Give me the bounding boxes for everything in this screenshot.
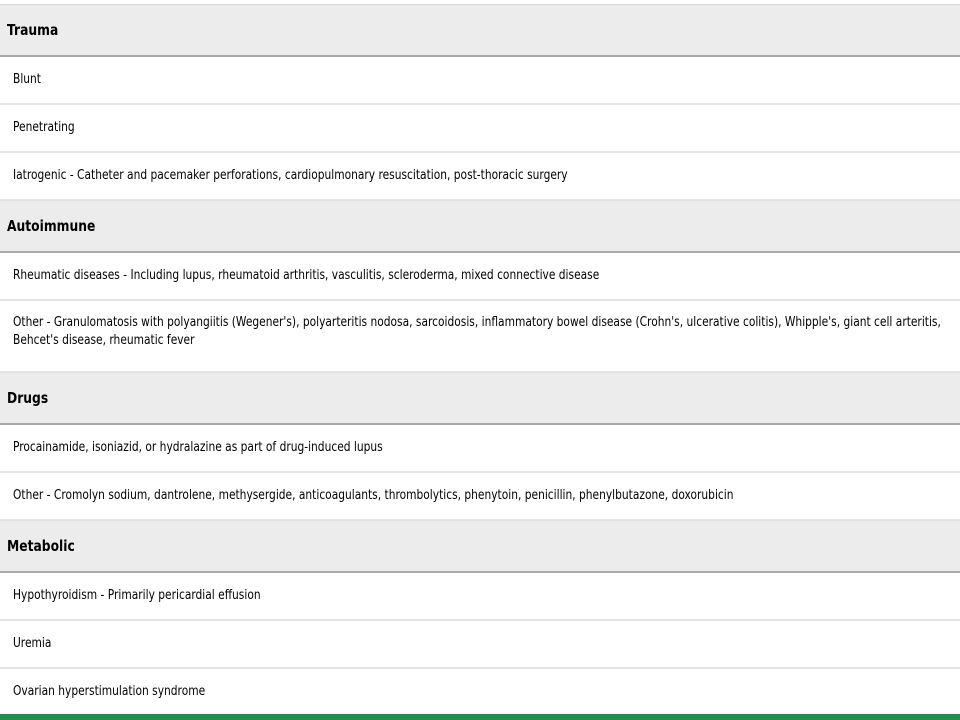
table-row <box>0 105 960 153</box>
table-row <box>0 301 960 373</box>
table-row <box>0 573 960 621</box>
row-text: Blunt <box>13 72 41 87</box>
section-title: Metabolic <box>7 537 75 555</box>
row-text: Iatrogenic - Catheter and pacemaker perforations, cardiopulmonary resuscitation, post-thoracic surgery <box>13 168 568 183</box>
row-text: Ovarian hyperstimulation syndrome <box>13 684 206 699</box>
row-text: Penetrating <box>13 120 75 135</box>
section-title: Autoimmune <box>7 217 96 235</box>
table-row <box>0 473 960 521</box>
table-row <box>0 57 960 105</box>
section-header-trauma <box>0 5 960 57</box>
row-text: Rheumatic diseases - Including lupus, rheumatoid arthritis, vasculitis, scleroderma, mixed connective disease <box>13 268 600 283</box>
row-text: Procainamide, isoniazid, or hydralazine as part of drug-induced lupus <box>13 440 383 455</box>
causes-table <box>0 4 960 717</box>
row-text: Other - Cromolyn sodium, dantrolene, methysergide, anticoagulants, thrombolytics, phenytoin, penicillin, phenylbutazone, doxorubicin <box>13 488 734 503</box>
row-text: Uremia <box>13 636 52 651</box>
row-text: Other - Granulomatosis with polyangiitis (Wegener's), polyarteritis nodosa, sarcoidosis, inflammatory bowel disease (Crohn's, ulcerative colitis), Whipple's, giant cell arteritis, Behcet's disease, rheumatic fever <box>13 315 941 348</box>
table-row <box>0 253 960 301</box>
table-row <box>0 621 960 669</box>
table-row <box>0 669 960 717</box>
section-title: Trauma <box>7 21 59 39</box>
section-header-autoimmune <box>0 201 960 253</box>
section-header-metabolic <box>0 521 960 573</box>
bottom-accent-bar <box>0 714 960 720</box>
row-text: Hypothyroidism - Primarily pericardial effusion <box>13 588 261 603</box>
section-title: Drugs <box>7 389 49 407</box>
table-row <box>0 425 960 473</box>
section-header-drugs <box>0 373 960 425</box>
table-row <box>0 153 960 201</box>
